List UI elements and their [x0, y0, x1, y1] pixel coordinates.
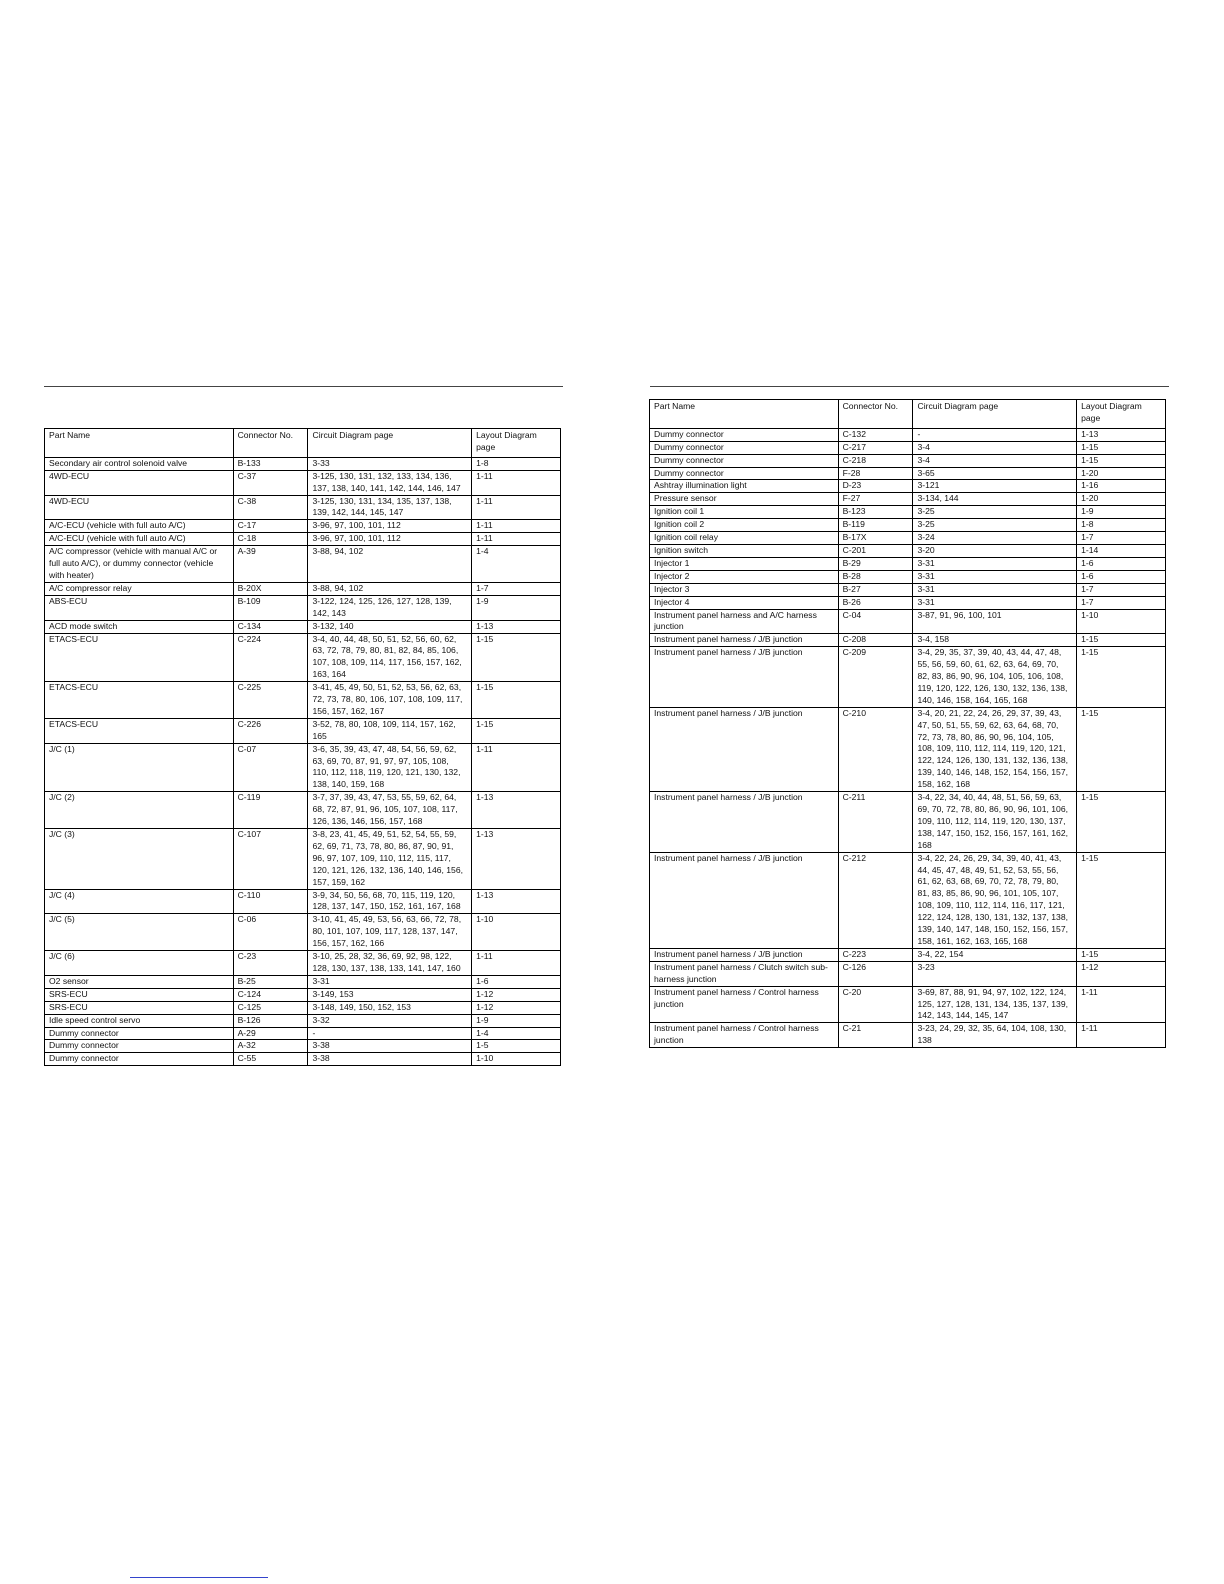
connector-no-cell: C-37 — [233, 470, 308, 495]
circuit-diagram-page-cell: 3-31 — [913, 583, 1077, 596]
circuit-diagram-page-cell: 3-23 — [913, 961, 1077, 986]
layout-diagram-page-cell: 1-15 — [472, 718, 561, 743]
part-name-cell: Instrument panel harness / Control harness junction — [650, 986, 839, 1023]
circuit-diagram-page-cell: 3-69, 87, 88, 91, 94, 97, 102, 122, 124, 125, 127, 128, 131, 134, 135, 137, 139, 142, 143, 144, 145, 147 — [913, 986, 1077, 1023]
footer-link-underline[interactable] — [130, 1577, 268, 1578]
circuit-diagram-page-cell: 3-4 — [913, 441, 1077, 454]
table-header-row — [45, 429, 561, 458]
connector-no-cell: C-217 — [838, 441, 913, 454]
part-name-cell: ETACS-ECU — [45, 718, 234, 743]
circuit-diagram-page-cell: 3-125, 130, 131, 134, 135, 137, 138, 139, 142, 144, 145, 147 — [308, 495, 472, 520]
part-name-cell: 4WD-ECU — [45, 470, 234, 495]
table-row — [650, 519, 1166, 532]
circuit-diagram-page-cell: 3-31 — [913, 570, 1077, 583]
layout-diagram-page-cell: 1-11 — [472, 520, 561, 533]
layout-diagram-page-cell: 1-7 — [1077, 583, 1166, 596]
layout-diagram-page-cell: 1-15 — [1077, 647, 1166, 708]
connector-no-cell: C-110 — [233, 889, 308, 914]
connector-no-cell: B-109 — [233, 595, 308, 620]
table-row — [650, 707, 1166, 791]
layout-diagram-page-cell: 1-13 — [472, 889, 561, 914]
circuit-diagram-page-cell: 3-9, 34, 50, 56, 68, 70, 115, 119, 120, 128, 137, 147, 150, 152, 161, 167, 168 — [308, 889, 472, 914]
connector-no-cell: B-133 — [233, 457, 308, 470]
connector-no-cell: C-21 — [838, 1023, 913, 1048]
part-name-cell: Injector 1 — [650, 557, 839, 570]
table-row — [45, 829, 561, 890]
part-name-cell: Dummy connector — [650, 467, 839, 480]
connector-no-cell: C-38 — [233, 495, 308, 520]
table-row — [45, 595, 561, 620]
table-row — [45, 495, 561, 520]
circuit-diagram-page-cell: 3-132, 140 — [308, 620, 472, 633]
table-row — [45, 470, 561, 495]
part-name-cell: Instrument panel harness / J/B junction — [650, 852, 839, 948]
connector-no-cell: C-134 — [233, 620, 308, 633]
part-name-cell: ETACS-ECU — [45, 633, 234, 682]
table-row — [45, 743, 561, 792]
part-name-cell: Dummy connector — [650, 454, 839, 467]
layout-diagram-page-cell: 1-4 — [472, 1027, 561, 1040]
connector-no-cell: B-123 — [838, 506, 913, 519]
connector-no-cell: C-04 — [838, 609, 913, 634]
circuit-diagram-page-cell: 3-4, 22, 154 — [913, 948, 1077, 961]
column-header: Circuit Diagram page — [913, 400, 1077, 429]
circuit-diagram-page-cell: 3-4, 158 — [913, 634, 1077, 647]
layout-diagram-page-cell: 1-11 — [472, 951, 561, 976]
table-row — [45, 1001, 561, 1014]
connector-index-table-left — [44, 428, 561, 1066]
circuit-diagram-page-cell: 3-32 — [308, 1014, 472, 1027]
circuit-diagram-page-cell: - — [913, 428, 1077, 441]
part-name-cell: Instrument panel harness / J/B junction — [650, 948, 839, 961]
layout-diagram-page-cell: 1-11 — [472, 470, 561, 495]
table-row — [650, 948, 1166, 961]
circuit-diagram-page-cell: 3-4 — [913, 454, 1077, 467]
layout-diagram-page-cell: 1-10 — [472, 1053, 561, 1066]
circuit-diagram-page-cell: 3-149, 153 — [308, 988, 472, 1001]
part-name-cell: Pressure sensor — [650, 493, 839, 506]
part-name-cell: O2 sensor — [45, 975, 234, 988]
circuit-diagram-page-cell: 3-25 — [913, 506, 1077, 519]
header-rule-right — [650, 386, 1169, 387]
circuit-diagram-page-cell: 3-96, 97, 100, 101, 112 — [308, 520, 472, 533]
part-name-cell: ETACS-ECU — [45, 682, 234, 719]
circuit-diagram-page-cell: 3-4, 40, 44, 48, 50, 51, 52, 56, 60, 62, 63, 72, 78, 79, 80, 81, 82, 84, 85, 106, 107, 108, 109, 114, 117, 156, 157, 162, 163, 164 — [308, 633, 472, 682]
layout-diagram-page-cell: 1-15 — [1077, 852, 1166, 948]
circuit-diagram-page-cell: 3-41, 45, 49, 50, 51, 52, 53, 56, 62, 63, 72, 73, 78, 80, 106, 107, 108, 109, 117, 156, 157, 162, 167 — [308, 682, 472, 719]
circuit-diagram-page-cell: 3-87, 91, 96, 100, 101 — [913, 609, 1077, 634]
layout-diagram-page-cell: 1-13 — [472, 620, 561, 633]
table-row — [45, 633, 561, 682]
part-name-cell: Ashtray illumination light — [650, 480, 839, 493]
table-row — [650, 454, 1166, 467]
table-row — [650, 634, 1166, 647]
connector-no-cell: C-132 — [838, 428, 913, 441]
circuit-diagram-page-cell: 3-20 — [913, 544, 1077, 557]
column-header: Connector No. — [838, 400, 913, 429]
circuit-diagram-page-cell: 3-31 — [913, 596, 1077, 609]
part-name-cell: Instrument panel harness / J/B junction — [650, 634, 839, 647]
layout-diagram-page-cell: 1-13 — [472, 792, 561, 829]
part-name-cell: Instrument panel harness / J/B junction — [650, 707, 839, 791]
layout-diagram-page-cell: 1-15 — [1077, 454, 1166, 467]
layout-diagram-page-cell: 1-20 — [1077, 467, 1166, 480]
connector-no-cell: B-126 — [233, 1014, 308, 1027]
table-row — [45, 1027, 561, 1040]
table-row — [45, 546, 561, 583]
part-name-cell: Injector 3 — [650, 583, 839, 596]
column-header: Layout Diagram page — [1077, 400, 1166, 429]
part-name-cell: Secondary air control solenoid valve — [45, 457, 234, 470]
table-row — [45, 582, 561, 595]
connector-no-cell: C-212 — [838, 852, 913, 948]
connector-no-cell: F-27 — [838, 493, 913, 506]
layout-diagram-page-cell: 1-6 — [1077, 570, 1166, 583]
circuit-diagram-page-cell: 3-7, 37, 39, 43, 47, 53, 55, 59, 62, 64, 68, 72, 87, 91, 96, 105, 107, 108, 117, 126, 136, 146, 156, 157, 168 — [308, 792, 472, 829]
connector-no-cell: B-29 — [838, 557, 913, 570]
layout-diagram-page-cell: 1-9 — [472, 1014, 561, 1027]
layout-diagram-page-cell: 1-10 — [472, 914, 561, 951]
connector-no-cell: C-55 — [233, 1053, 308, 1066]
layout-diagram-page-cell: 1-14 — [1077, 544, 1166, 557]
layout-diagram-page-cell: 1-6 — [1077, 557, 1166, 570]
circuit-diagram-page-cell: 3-23, 24, 29, 32, 35, 64, 104, 108, 130, 138 — [913, 1023, 1077, 1048]
table-row — [650, 532, 1166, 545]
connector-no-cell: C-06 — [233, 914, 308, 951]
circuit-diagram-page-cell: 3-88, 94, 102 — [308, 546, 472, 583]
part-name-cell: J/C (6) — [45, 951, 234, 976]
part-name-cell: SRS-ECU — [45, 988, 234, 1001]
part-name-cell: A/C compressor (vehicle with manual A/C or full auto A/C), or dummy connector (vehicle with heater) — [45, 546, 234, 583]
table-row — [45, 1014, 561, 1027]
table-row — [45, 1040, 561, 1053]
part-name-cell: Dummy connector — [650, 428, 839, 441]
connector-no-cell: C-225 — [233, 682, 308, 719]
connector-no-cell: C-23 — [233, 951, 308, 976]
circuit-diagram-page-cell: 3-88, 94, 102 — [308, 582, 472, 595]
layout-diagram-page-cell: 1-15 — [1077, 634, 1166, 647]
connector-no-cell: B-25 — [233, 975, 308, 988]
circuit-diagram-page-cell: 3-52, 78, 80, 108, 109, 114, 157, 162, 165 — [308, 718, 472, 743]
part-name-cell: 4WD-ECU — [45, 495, 234, 520]
connector-no-cell: B-28 — [838, 570, 913, 583]
part-name-cell: Instrument panel harness and A/C harness junction — [650, 609, 839, 634]
table-row — [650, 596, 1166, 609]
connector-no-cell: C-223 — [838, 948, 913, 961]
table-row — [45, 951, 561, 976]
part-name-cell: Idle speed control servo — [45, 1014, 234, 1027]
connector-no-cell: A-39 — [233, 546, 308, 583]
table-row — [650, 647, 1166, 708]
table-row — [45, 520, 561, 533]
table-row — [45, 620, 561, 633]
connector-no-cell: B-17X — [838, 532, 913, 545]
table-row — [45, 1053, 561, 1066]
layout-diagram-page-cell: 1-9 — [1077, 506, 1166, 519]
part-name-cell: J/C (5) — [45, 914, 234, 951]
connector-no-cell: C-124 — [233, 988, 308, 1001]
table-row — [650, 557, 1166, 570]
layout-diagram-page-cell: 1-4 — [472, 546, 561, 583]
table-row — [45, 988, 561, 1001]
part-name-cell: Ignition coil 2 — [650, 519, 839, 532]
layout-diagram-page-cell: 1-20 — [1077, 493, 1166, 506]
part-name-cell: Instrument panel harness / J/B junction — [650, 792, 839, 853]
circuit-diagram-page-cell: 3-31 — [308, 975, 472, 988]
header-rule-left — [44, 386, 563, 387]
table-row — [45, 889, 561, 914]
table-row — [650, 792, 1166, 853]
connector-no-cell: A-32 — [233, 1040, 308, 1053]
circuit-diagram-page-cell: 3-134, 144 — [913, 493, 1077, 506]
table-row — [650, 493, 1166, 506]
table-row — [650, 852, 1166, 948]
part-name-cell: Ignition coil relay — [650, 532, 839, 545]
circuit-diagram-page-cell: 3-4, 22, 34, 40, 44, 48, 51, 56, 59, 63, 69, 70, 72, 78, 80, 86, 90, 96, 101, 106, 109, 110, 112, 114, 119, 120, 130, 137, 138, 147, 150, 152, 156, 157, 161, 162, 168 — [913, 792, 1077, 853]
connector-no-cell: C-17 — [233, 520, 308, 533]
table-row — [45, 682, 561, 719]
part-name-cell: ABS-ECU — [45, 595, 234, 620]
layout-diagram-page-cell: 1-11 — [1077, 1023, 1166, 1048]
layout-diagram-page-cell: 1-15 — [472, 633, 561, 682]
part-name-cell: A/C compressor relay — [45, 582, 234, 595]
layout-diagram-page-cell: 1-11 — [472, 495, 561, 520]
table-row — [45, 457, 561, 470]
connector-no-cell: C-211 — [838, 792, 913, 853]
table-header-row — [650, 400, 1166, 429]
part-name-cell: A/C-ECU (vehicle with full auto A/C) — [45, 520, 234, 533]
connector-no-cell: C-210 — [838, 707, 913, 791]
circuit-diagram-page-cell: 3-31 — [913, 557, 1077, 570]
part-name-cell: J/C (1) — [45, 743, 234, 792]
connector-no-cell: B-119 — [838, 519, 913, 532]
part-name-cell: SRS-ECU — [45, 1001, 234, 1014]
table-row — [650, 570, 1166, 583]
table-row — [650, 583, 1166, 596]
connector-no-cell: C-20 — [838, 986, 913, 1023]
part-name-cell: Dummy connector — [45, 1053, 234, 1066]
part-name-cell: ACD mode switch — [45, 620, 234, 633]
column-header: Connector No. — [233, 429, 308, 458]
part-name-cell: Injector 2 — [650, 570, 839, 583]
table-row — [650, 609, 1166, 634]
table-row — [650, 1023, 1166, 1048]
table-row — [45, 975, 561, 988]
layout-diagram-page-cell: 1-7 — [1077, 596, 1166, 609]
connector-no-cell: C-125 — [233, 1001, 308, 1014]
table-row — [45, 718, 561, 743]
layout-diagram-page-cell: 1-10 — [1077, 609, 1166, 634]
layout-diagram-page-cell: 1-13 — [1077, 428, 1166, 441]
column-header: Circuit Diagram page — [308, 429, 472, 458]
part-name-cell: Dummy connector — [650, 441, 839, 454]
circuit-diagram-page-cell: 3-6, 35, 39, 43, 47, 48, 54, 56, 59, 62, 63, 69, 70, 87, 91, 97, 97, 105, 108, 110, 112, 118, 119, 120, 121, 130, 132, 138, 140, 159, 168 — [308, 743, 472, 792]
layout-diagram-page-cell: 1-15 — [1077, 948, 1166, 961]
circuit-diagram-page-cell: 3-24 — [913, 532, 1077, 545]
layout-diagram-page-cell: 1-5 — [472, 1040, 561, 1053]
part-name-cell: J/C (3) — [45, 829, 234, 890]
part-name-cell: Ignition switch — [650, 544, 839, 557]
connector-no-cell: C-209 — [838, 647, 913, 708]
circuit-diagram-page-cell: 3-10, 41, 45, 49, 53, 56, 63, 66, 72, 78, 80, 101, 107, 109, 117, 128, 137, 147, 156, 157, 162, 166 — [308, 914, 472, 951]
table-row — [45, 792, 561, 829]
column-header: Part Name — [45, 429, 234, 458]
layout-diagram-page-cell: 1-12 — [1077, 961, 1166, 986]
circuit-diagram-page-cell: 3-4, 22, 24, 26, 29, 34, 39, 40, 41, 43, 44, 45, 47, 48, 49, 51, 52, 53, 55, 56, 61, 62, 63, 68, 69, 70, 72, 78, 79, 80, 81, 83, 85, 86, 90, 96, 101, 105, 107, 108, 109, 110, 112, 114, 116, 117, 121, 122, 124, 128, 130, 131, 132, 137, 138, 139, 140, 147, 148, 150, 152, 156, 157, 158, 161, 162, 163, 165, 168 — [913, 852, 1077, 948]
connector-no-cell: C-226 — [233, 718, 308, 743]
circuit-diagram-page-cell: - — [308, 1027, 472, 1040]
circuit-diagram-page-cell: 3-121 — [913, 480, 1077, 493]
connector-no-cell: B-20X — [233, 582, 308, 595]
circuit-diagram-page-cell: 3-10, 25, 28, 32, 36, 69, 92, 98, 122, 128, 130, 137, 138, 133, 141, 147, 160 — [308, 951, 472, 976]
layout-diagram-page-cell: 1-16 — [1077, 480, 1166, 493]
connector-no-cell: F-28 — [838, 467, 913, 480]
connector-no-cell: C-18 — [233, 533, 308, 546]
connector-no-cell: C-208 — [838, 634, 913, 647]
circuit-diagram-page-cell: 3-38 — [308, 1053, 472, 1066]
circuit-diagram-page-cell: 3-65 — [913, 467, 1077, 480]
circuit-diagram-page-cell: 3-4, 29, 35, 37, 39, 40, 43, 44, 47, 48, 55, 56, 59, 60, 61, 62, 63, 64, 69, 70, 82, 83, 86, 90, 96, 104, 105, 106, 108, 119, 120, 122, 126, 130, 132, 136, 138, 140, 146, 158, 164, 165, 168 — [913, 647, 1077, 708]
layout-diagram-page-cell: 1-15 — [1077, 792, 1166, 853]
circuit-diagram-page-cell: 3-148, 149, 150, 152, 153 — [308, 1001, 472, 1014]
connector-no-cell: C-201 — [838, 544, 913, 557]
connector-no-cell: C-224 — [233, 633, 308, 682]
column-header: Layout Diagram page — [472, 429, 561, 458]
part-name-cell: A/C-ECU (vehicle with full auto A/C) — [45, 533, 234, 546]
circuit-diagram-page-cell: 3-8, 23, 41, 45, 49, 51, 52, 54, 55, 59, 62, 69, 71, 73, 78, 80, 86, 87, 90, 91, 96, 97, 107, 109, 110, 112, 115, 117, 120, 121, 126, 132, 136, 140, 146, 156, 157, 159, 162 — [308, 829, 472, 890]
part-name-cell: J/C (2) — [45, 792, 234, 829]
circuit-diagram-page-cell: 3-4, 20, 21, 22, 24, 26, 29, 37, 39, 43, 47, 50, 51, 55, 59, 62, 63, 64, 68, 70, 72, 73, 78, 80, 86, 90, 96, 104, 105, 108, 109, 110, 112, 114, 119, 120, 121, 122, 124, 126, 130, 131, 132, 136, 138, 139, 140, 146, 148, 152, 154, 156, 157, 158, 162, 168 — [913, 707, 1077, 791]
table-row — [650, 961, 1166, 986]
circuit-diagram-page-cell: 3-96, 97, 100, 101, 112 — [308, 533, 472, 546]
layout-diagram-page-cell: 1-11 — [472, 743, 561, 792]
connector-no-cell: C-107 — [233, 829, 308, 890]
part-name-cell: Ignition coil 1 — [650, 506, 839, 519]
table-row — [650, 441, 1166, 454]
layout-diagram-page-cell: 1-11 — [1077, 986, 1166, 1023]
connector-no-cell: B-26 — [838, 596, 913, 609]
layout-diagram-page-cell: 1-9 — [472, 595, 561, 620]
connector-no-cell: D-23 — [838, 480, 913, 493]
connector-no-cell: C-218 — [838, 454, 913, 467]
part-name-cell: Dummy connector — [45, 1040, 234, 1053]
layout-diagram-page-cell: 1-15 — [1077, 441, 1166, 454]
table-row — [650, 986, 1166, 1023]
connector-no-cell: C-07 — [233, 743, 308, 792]
layout-diagram-page-cell: 1-6 — [472, 975, 561, 988]
part-name-cell: Dummy connector — [45, 1027, 234, 1040]
connector-no-cell: B-27 — [838, 583, 913, 596]
part-name-cell: J/C (4) — [45, 889, 234, 914]
part-name-cell: Instrument panel harness / Control harness junction — [650, 1023, 839, 1048]
layout-diagram-page-cell: 1-12 — [472, 988, 561, 1001]
layout-diagram-page-cell: 1-15 — [1077, 707, 1166, 791]
layout-diagram-page-cell: 1-15 — [472, 682, 561, 719]
circuit-diagram-page-cell: 3-125, 130, 131, 132, 133, 134, 136, 137, 138, 140, 141, 142, 144, 146, 147 — [308, 470, 472, 495]
table-row — [650, 506, 1166, 519]
table-row — [45, 533, 561, 546]
connector-index-table-right — [649, 399, 1166, 1048]
layout-diagram-page-cell: 1-7 — [472, 582, 561, 595]
table-row — [650, 428, 1166, 441]
connector-no-cell: C-119 — [233, 792, 308, 829]
layout-diagram-page-cell: 1-13 — [472, 829, 561, 890]
table-row — [650, 480, 1166, 493]
connector-no-cell: A-29 — [233, 1027, 308, 1040]
table-row — [650, 467, 1166, 480]
layout-diagram-page-cell: 1-12 — [472, 1001, 561, 1014]
part-name-cell: Instrument panel harness / J/B junction — [650, 647, 839, 708]
layout-diagram-page-cell: 1-7 — [1077, 532, 1166, 545]
circuit-diagram-page-cell: 3-38 — [308, 1040, 472, 1053]
connector-no-cell: C-126 — [838, 961, 913, 986]
part-name-cell: Injector 4 — [650, 596, 839, 609]
layout-diagram-page-cell: 1-11 — [472, 533, 561, 546]
circuit-diagram-page-cell: 3-33 — [308, 457, 472, 470]
circuit-diagram-page-cell: 3-25 — [913, 519, 1077, 532]
layout-diagram-page-cell: 1-8 — [1077, 519, 1166, 532]
circuit-diagram-page-cell: 3-122, 124, 125, 126, 127, 128, 139, 142, 143 — [308, 595, 472, 620]
part-name-cell: Instrument panel harness / Clutch switch sub-harness junction — [650, 961, 839, 986]
table-row — [45, 914, 561, 951]
column-header: Part Name — [650, 400, 839, 429]
layout-diagram-page-cell: 1-8 — [472, 457, 561, 470]
table-row — [650, 544, 1166, 557]
